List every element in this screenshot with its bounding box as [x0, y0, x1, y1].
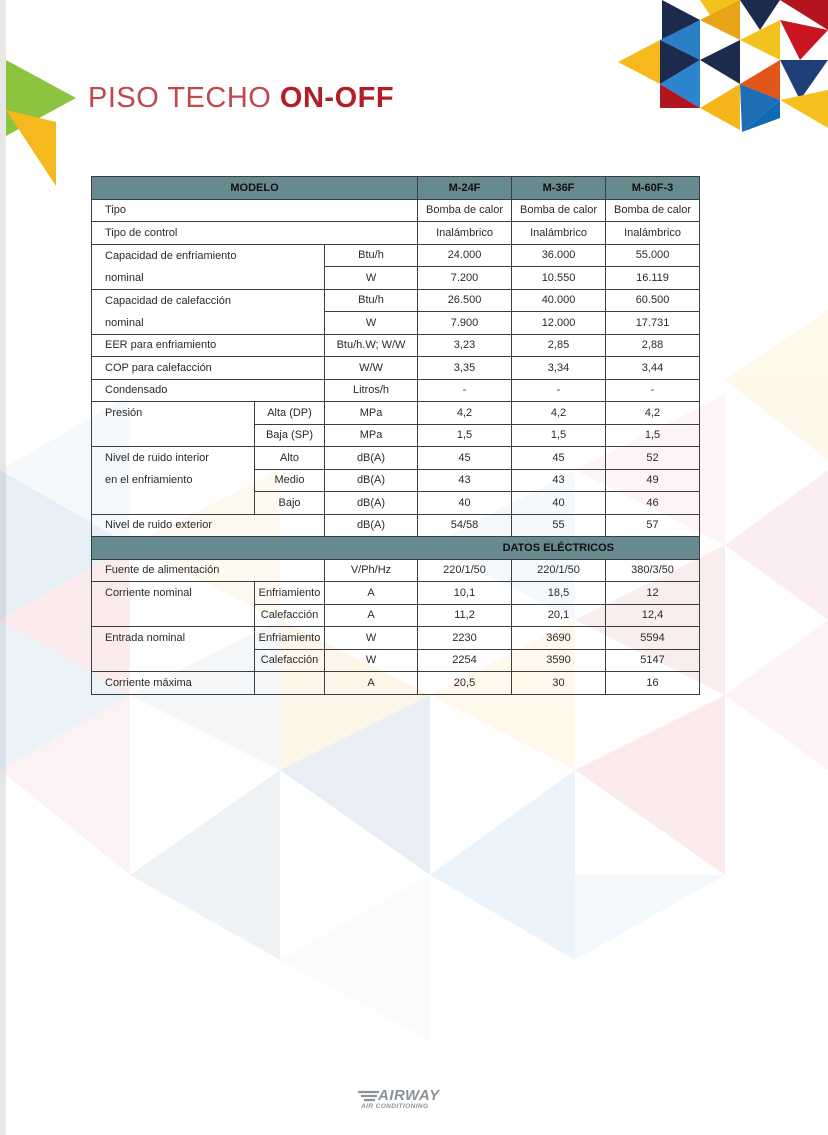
- cell: 5594: [606, 627, 700, 650]
- row-label: COP para calefacción: [92, 357, 325, 380]
- sub-label: Alta (DP): [255, 402, 325, 425]
- unit-cell: MPa: [325, 402, 418, 425]
- row-label: en el enfriamiento: [92, 469, 255, 492]
- unit-cell: W: [325, 649, 418, 672]
- cell: 43: [418, 469, 512, 492]
- cell: 12,4: [606, 604, 700, 627]
- cell: 1,5: [512, 424, 606, 447]
- cell: 1,5: [418, 424, 512, 447]
- row-label: Entrada nominal: [92, 627, 255, 650]
- cell: 4,2: [606, 402, 700, 425]
- table-header-row: [92, 177, 700, 200]
- cell: 7.900: [418, 312, 512, 335]
- sub-label: Baja (SP): [255, 424, 325, 447]
- title-strong: ON-OFF: [279, 82, 395, 114]
- cell: 40: [512, 492, 606, 515]
- cell: 3,23: [418, 334, 512, 357]
- row-label-empty: [92, 492, 255, 515]
- cell: 40.000: [512, 289, 606, 312]
- table-row: [92, 582, 700, 605]
- electrical-header-row: [92, 537, 700, 560]
- cell: 17.731: [606, 312, 700, 335]
- cell: 55.000: [606, 244, 700, 267]
- row-label: EER para enfriamiento: [92, 334, 325, 357]
- unit-cell: dB(A): [325, 492, 418, 515]
- unit-cell: dB(A): [325, 514, 418, 537]
- table-row: [92, 469, 700, 492]
- table-row: [92, 559, 700, 582]
- cell: 40: [418, 492, 512, 515]
- table-row: [92, 244, 700, 267]
- header-m24f: M-24F: [418, 177, 512, 200]
- row-label-empty: [92, 604, 255, 627]
- unit-cell: A: [325, 672, 418, 695]
- cell: 3590: [512, 649, 606, 672]
- cell: 380/3/50: [606, 559, 700, 582]
- row-label-empty: [92, 424, 255, 447]
- cell: 57: [606, 514, 700, 537]
- row-label: nominal: [92, 312, 325, 335]
- cell: 16.119: [606, 267, 700, 290]
- row-label: nominal: [92, 267, 325, 290]
- cell: 5147: [606, 649, 700, 672]
- cell: 7.200: [418, 267, 512, 290]
- cell: 3,44: [606, 357, 700, 380]
- brand-name: AIRWAY: [378, 1087, 440, 1104]
- cell: 30: [512, 672, 606, 695]
- unit-cell: dB(A): [325, 447, 418, 470]
- row-label: Presión: [92, 402, 255, 425]
- cell: -: [512, 379, 606, 402]
- table-row: [92, 334, 700, 357]
- row-label: Tipo de control: [92, 222, 418, 245]
- row-label: Nivel de ruido interior: [92, 447, 255, 470]
- table-row: [92, 312, 700, 335]
- unit-cell: W: [325, 627, 418, 650]
- sub-label: Enfriamiento: [255, 582, 325, 605]
- row-label-empty: [92, 649, 255, 672]
- table-row: [92, 514, 700, 537]
- brand-logo: [357, 1087, 469, 1113]
- cell: 11,2: [418, 604, 512, 627]
- page-title: [88, 82, 394, 115]
- cell: 3,34: [512, 357, 606, 380]
- header-m36f: M-36F: [512, 177, 606, 200]
- cell: 10,1: [418, 582, 512, 605]
- unit-cell: A: [325, 604, 418, 627]
- unit-cell: MPa: [325, 424, 418, 447]
- row-label: Fuente de alimentación: [92, 559, 325, 582]
- cell: Inalámbrico: [512, 222, 606, 245]
- sub-label: Alto: [255, 447, 325, 470]
- cell: 4,2: [512, 402, 606, 425]
- spec-table: [91, 176, 700, 695]
- cell: 52: [606, 447, 700, 470]
- cell: 20,5: [418, 672, 512, 695]
- title-light: PISO TECHO: [88, 82, 272, 114]
- cell: Bomba de calor: [418, 199, 512, 222]
- unit-cell: V/Ph/Hz: [325, 559, 418, 582]
- row-label: Capacidad de enfriamiento: [92, 244, 325, 267]
- brand-tagline: AIR CONDITIONING: [361, 1103, 429, 1110]
- row-label: Capacidad de calefacción: [92, 289, 325, 312]
- table-row: [92, 672, 700, 695]
- cell: 26.500: [418, 289, 512, 312]
- cell: 16: [606, 672, 700, 695]
- cell: 3690: [512, 627, 606, 650]
- unit-cell: Litros/h: [325, 379, 418, 402]
- sub-label: Enfriamiento: [255, 627, 325, 650]
- header-model: MODELO: [92, 177, 418, 200]
- cell: -: [418, 379, 512, 402]
- cell: 45: [418, 447, 512, 470]
- cell: 12: [606, 582, 700, 605]
- cell: 43: [512, 469, 606, 492]
- table-row: [92, 424, 700, 447]
- cell: 49: [606, 469, 700, 492]
- unit-cell: W/W: [325, 357, 418, 380]
- table-row: [92, 222, 700, 245]
- table-row: [92, 447, 700, 470]
- table-row: [92, 604, 700, 627]
- cell: 12.000: [512, 312, 606, 335]
- cell: Bomba de calor: [512, 199, 606, 222]
- table-row: [92, 492, 700, 515]
- unit-cell: W: [325, 312, 418, 335]
- cell: 55: [512, 514, 606, 537]
- row-label: Condensado: [92, 379, 325, 402]
- cell: 60.500: [606, 289, 700, 312]
- table-row: [92, 267, 700, 290]
- unit-cell: A: [325, 582, 418, 605]
- cell: 2,88: [606, 334, 700, 357]
- cell: 220/1/50: [512, 559, 606, 582]
- cell: -: [606, 379, 700, 402]
- cell: 18,5: [512, 582, 606, 605]
- cell: 45: [512, 447, 606, 470]
- sub-label: Bajo: [255, 492, 325, 515]
- cell: 46: [606, 492, 700, 515]
- cell: 2,85: [512, 334, 606, 357]
- table-row: [92, 199, 700, 222]
- cell: Inalámbrico: [606, 222, 700, 245]
- unit-cell: dB(A): [325, 469, 418, 492]
- cell: 10.550: [512, 267, 606, 290]
- header-m60f3: M-60F-3: [606, 177, 700, 200]
- cell: 4,2: [418, 402, 512, 425]
- unit-cell: Btu/h.W; W/W: [325, 334, 418, 357]
- table-row: [92, 649, 700, 672]
- cell: Inalámbrico: [418, 222, 512, 245]
- cell: 3,35: [418, 357, 512, 380]
- cell: 220/1/50: [418, 559, 512, 582]
- row-label: Nivel de ruido exterior: [92, 514, 325, 537]
- cell: 2254: [418, 649, 512, 672]
- cell: 20,1: [512, 604, 606, 627]
- unit-cell: W: [325, 267, 418, 290]
- table-row: [92, 289, 700, 312]
- sub-label-empty: [255, 672, 325, 695]
- row-label: Tipo: [92, 199, 418, 222]
- row-label: Corriente nominal: [92, 582, 255, 605]
- row-label: Corriente máxima: [92, 672, 255, 695]
- table-row: [92, 357, 700, 380]
- cell: 36.000: [512, 244, 606, 267]
- unit-cell: Btu/h: [325, 244, 418, 267]
- cell: 54/58: [418, 514, 512, 537]
- sub-label: Calefacción: [255, 604, 325, 627]
- cell: 1,5: [606, 424, 700, 447]
- table-row: [92, 379, 700, 402]
- table-row: [92, 402, 700, 425]
- cell: Bomba de calor: [606, 199, 700, 222]
- sub-label: Calefacción: [255, 649, 325, 672]
- electrical-section-title: DATOS ELÉCTRICOS: [92, 537, 700, 560]
- cell: 2230: [418, 627, 512, 650]
- table-row: [92, 627, 700, 650]
- unit-cell: Btu/h: [325, 289, 418, 312]
- sub-label: Medio: [255, 469, 325, 492]
- cell: 24.000: [418, 244, 512, 267]
